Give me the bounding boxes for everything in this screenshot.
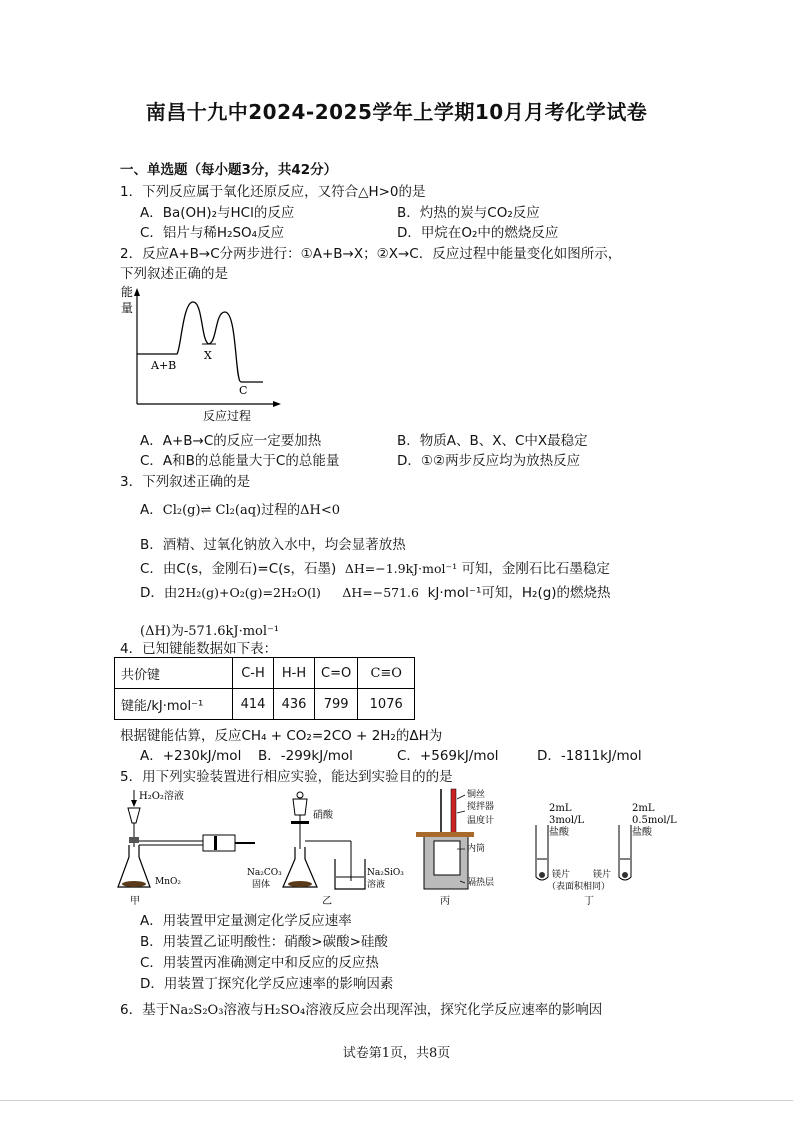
- section-heading: 一、单选题（每小题3分，共42分）: [120, 162, 338, 178]
- q3-option-b[interactable]: B．酒精、过氧化钠放入水中，均会显著放热: [140, 537, 406, 553]
- q3-d-prefix: D．由: [140, 585, 178, 601]
- label-t1-volume: 2mL: [549, 803, 572, 814]
- q5-stem: 5．用下列实验装置进行相应实验，能达到实验目的的是: [120, 769, 453, 785]
- table-cell: 799: [315, 689, 358, 720]
- label-t1-conc: 3mol/L: [549, 815, 585, 826]
- label-ab: A+B: [151, 359, 177, 372]
- apparatus-jia: [118, 789, 255, 907]
- q2-option-a[interactable]: A．A+B→C的反应一定要加热: [140, 433, 322, 449]
- q3-c-prefix: C．由C(s，金刚石)=C(s，石墨): [140, 561, 337, 577]
- label-t1-acid: 盐酸: [549, 827, 569, 838]
- q6-reagent-2: H₂SO₄: [263, 1003, 306, 1018]
- label-mg-2: 镁片: [593, 870, 612, 880]
- q3-a-equation: Cl₂(g)⇌ Cl₂(aq): [162, 503, 262, 518]
- q3-a-prefix: A．: [140, 502, 163, 518]
- q3-option-a[interactable]: [140, 498, 340, 518]
- q3-option-c[interactable]: [140, 557, 610, 577]
- apparatus-yi: [247, 792, 404, 907]
- label-inner-cup: 内筒: [467, 844, 486, 854]
- axis-arrow-x: [273, 401, 281, 407]
- q5-option-d[interactable]: D．用装置丁探究化学反应速率的影响因素: [140, 976, 394, 992]
- table-cell: 1076: [358, 689, 415, 720]
- label-na2sio3-1: Na₂SiO₃: [367, 868, 404, 878]
- label-bing: 丙: [440, 896, 450, 907]
- label-hno3: 硝酸: [313, 810, 333, 821]
- label-t2-volume: 2mL: [632, 803, 655, 814]
- q4-option-a[interactable]: A．+230kJ/mol: [140, 748, 242, 764]
- bond-energy-table: [114, 657, 415, 720]
- q1-option-c[interactable]: C．铝片与稀H₂SO₄反应: [140, 225, 285, 241]
- label-na2sio3-2: 溶液: [367, 880, 386, 890]
- q3-option-d-line2: (ΔH)为-571.6kJ·mol⁻¹: [140, 624, 280, 639]
- table-row: [115, 658, 415, 689]
- q2-option-c[interactable]: C．A和B的总能量大于C的总能量: [140, 453, 340, 469]
- label-mg-1: 镁片: [552, 870, 571, 880]
- q3-stem: 3．下列叙述正确的是: [120, 474, 251, 490]
- apparatus-bing: [416, 788, 494, 907]
- q1-option-d[interactable]: D．甲烷在O₂中的燃烧反应: [397, 225, 559, 241]
- label-yi: 乙: [322, 896, 332, 907]
- axis-arrow-y: [134, 288, 140, 296]
- q3-d-suffix: kJ·mol⁻¹可知，H₂(g)的燃烧热: [427, 585, 611, 601]
- label-t2-conc: 0.5mol/L: [632, 815, 677, 826]
- table-cell: C-H: [233, 658, 274, 689]
- table-cell: C=O: [315, 658, 358, 689]
- energy-diagram: [115, 282, 285, 427]
- label-na2co3-2: 固体: [252, 880, 271, 890]
- q4-option-c[interactable]: C．+569kJ/mol: [397, 748, 499, 764]
- q6-reagent-1: Na₂S₂O₃: [169, 1003, 224, 1018]
- label-c: C: [239, 384, 248, 397]
- apparatus-ding: [536, 803, 677, 907]
- q4-stem2: 根据键能估算，反应CH₄ + CO₂=2CO + 2H₂的ΔH为: [120, 728, 443, 744]
- q1-option-b[interactable]: B．灼热的炭与CO₂反应: [397, 205, 540, 221]
- label-wire-2: 搅拌器: [467, 802, 495, 812]
- label-t2-acid: 盐酸: [632, 827, 652, 838]
- table-cell: C≡O: [358, 658, 415, 689]
- label-jia: 甲: [130, 896, 140, 907]
- label-ding: 丁: [584, 896, 594, 907]
- q4-option-b[interactable]: B．-299kJ/mol: [258, 748, 353, 764]
- apparatus-figure: [115, 785, 685, 907]
- q2-option-b[interactable]: B．物质A、B、X、C中X最稳定: [397, 433, 588, 449]
- q3-a-suffix: 过程的ΔH<0: [261, 503, 340, 518]
- table-cell: H-H: [274, 658, 315, 689]
- q4-stem: 4．已知键能数据如下表：: [120, 641, 278, 657]
- label-na2co3-1: Na₂CO₃: [247, 868, 282, 878]
- table-cell: 436: [274, 689, 315, 720]
- table-cell: 共价键: [115, 658, 233, 689]
- label-mno2: MnO₂: [155, 877, 181, 887]
- q3-c-suffix: 可知，金刚石比石墨稳定: [461, 561, 610, 577]
- q6-suffix: 溶液反应会出现浑浊，探究化学反应速率的影响因: [305, 1002, 603, 1018]
- axis-label-energy-2: 量: [121, 301, 134, 315]
- q5-option-c[interactable]: C．用装置丙准确测定中和反应的反应热: [140, 955, 379, 971]
- page-footer: 试卷第1页，共8页: [342, 1046, 451, 1061]
- q6-stem: [120, 998, 602, 1018]
- label-insulation: 隔热层: [467, 878, 495, 888]
- q2-option-d[interactable]: D．①②两步反应均为放热反应: [397, 453, 581, 469]
- q2-stem-line2: 下列叙述正确的是: [120, 266, 228, 282]
- label-thermometer: 温度计: [467, 816, 495, 826]
- label-h2o2: H₂O₂溶液: [139, 791, 184, 802]
- exam-title: 南昌十九中2024-2025学年上学期10月月考化学试卷: [145, 100, 648, 124]
- q5-option-a[interactable]: A．用装置甲定量测定化学反应速率: [140, 913, 352, 929]
- page-divider: [0, 1100, 793, 1101]
- q4-option-d[interactable]: D．-1811kJ/mol: [537, 748, 642, 764]
- table-row: [115, 689, 415, 720]
- q3-c-dh: ΔH=−1.9kJ·mol⁻¹: [344, 561, 458, 576]
- q5-option-b[interactable]: B．用装置乙证明酸性：硝酸>碳酸>硅酸: [140, 934, 388, 950]
- q3-d-dh: ΔH=−571.6: [342, 585, 419, 600]
- q6-middle: 溶液与: [223, 1002, 264, 1018]
- q6-prefix: 6．基于: [120, 1002, 170, 1018]
- q3-d-equation: 2H₂(g)+O₂(g)=2H₂O(l): [177, 585, 321, 600]
- q1-option-a[interactable]: A．Ba(OH)₂与HCl的反应: [140, 205, 295, 221]
- label-wire-1: 铜丝: [467, 790, 486, 800]
- label-same-area: （表面积相同）: [547, 882, 611, 892]
- table-cell: 键能/kJ·mol⁻¹: [115, 689, 233, 720]
- q3-option-d[interactable]: [140, 581, 611, 601]
- axis-label-process: 反应过程: [203, 409, 252, 423]
- q1-stem: 1．下列反应属于氧化还原反应，又符合△H>0的是: [120, 184, 426, 200]
- axis-label-energy-1: 能: [121, 285, 134, 299]
- q2-stem-line1: 2．反应A+B→C分两步进行：①A+B→X；②X→C．反应过程中能量变化如图所示，: [120, 246, 622, 262]
- label-x: X: [204, 349, 212, 362]
- table-cell: 414: [233, 689, 274, 720]
